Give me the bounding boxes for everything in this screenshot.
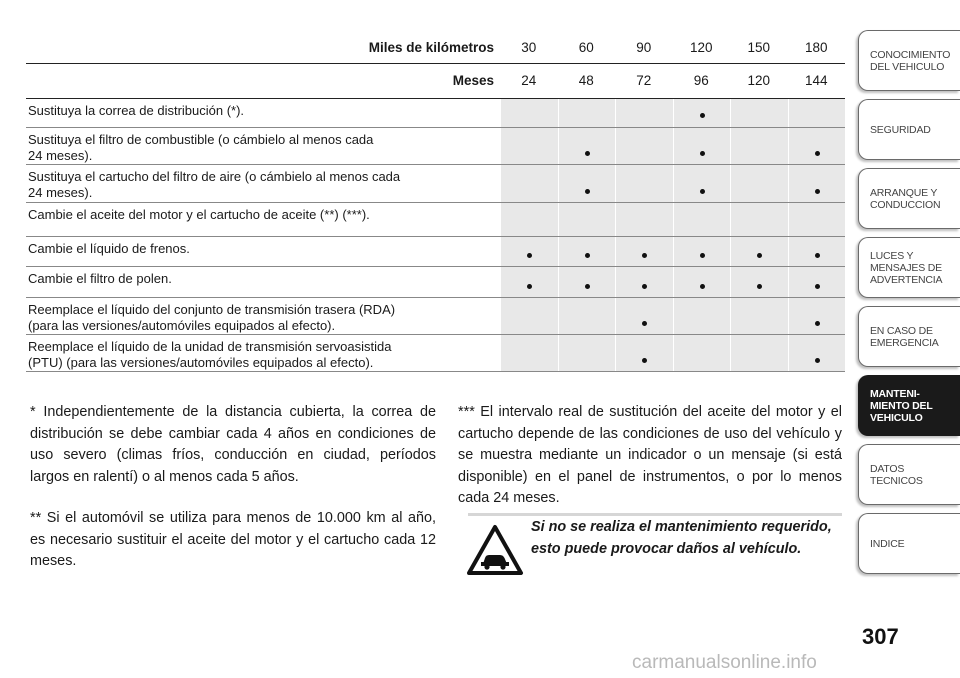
- table-row: [26, 335, 845, 372]
- chapter-tab[interactable]: [856, 168, 960, 229]
- table-row: [26, 237, 845, 267]
- interval-cell: [558, 128, 616, 164]
- chapter-tab-label: SEGURIDAD: [870, 123, 931, 136]
- months-header-cell: 24: [521, 73, 537, 88]
- km-header-cell: 120: [689, 40, 713, 55]
- chapter-tab-label: INDICE: [870, 537, 905, 550]
- row-description: Cambie el filtro de polen.: [28, 271, 172, 286]
- interval-cell: [558, 298, 616, 334]
- row-interval-cells: [500, 335, 845, 371]
- interval-cell: [500, 237, 558, 266]
- interval-cell: [500, 335, 558, 371]
- interval-cell: [615, 203, 673, 236]
- interval-mark-dot: [815, 189, 820, 194]
- interval-mark-dot: [585, 189, 590, 194]
- interval-mark-dot: [815, 358, 820, 363]
- months-header-cell: 144: [804, 73, 828, 88]
- interval-cell: [615, 298, 673, 334]
- chapter-tab[interactable]: [856, 237, 960, 298]
- row-description: Sustituya el cartucho del filtro de aire (o cámbielo al menos cada 24 meses).: [28, 169, 401, 200]
- interval-mark-dot: [642, 284, 647, 289]
- row-description: Cambie el aceite del motor y el cartucho de aceite (**) (***).: [28, 207, 370, 222]
- interval-cell: [730, 267, 788, 297]
- interval-cell: [730, 298, 788, 334]
- months-header-cell: 96: [693, 73, 709, 88]
- interval-cell: [615, 237, 673, 266]
- interval-cell: [673, 128, 731, 164]
- chapter-tab-label: LUCES Y MENSAJES DE ADVERTENCIA: [870, 249, 943, 286]
- km-header-cell: 150: [747, 40, 771, 55]
- row-interval-cells: [500, 267, 845, 297]
- chapter-tab[interactable]: [856, 99, 960, 160]
- interval-cell: [730, 128, 788, 164]
- interval-cell: [673, 203, 731, 236]
- row-interval-cells: [500, 298, 845, 334]
- row-interval-cells: [500, 237, 845, 266]
- interval-mark-dot: [700, 253, 705, 258]
- interval-cell: [500, 267, 558, 297]
- interval-cell: [730, 165, 788, 202]
- interval-cell: [788, 165, 846, 202]
- chapter-tab-label: ARRANQUE Y CONDUCCION: [870, 186, 941, 211]
- interval-mark-dot: [585, 284, 590, 289]
- chapter-tab[interactable]: [856, 306, 960, 367]
- chapter-tab-label: DATOS TECNICOS: [870, 462, 923, 487]
- interval-cell: [500, 203, 558, 236]
- interval-cell: [788, 298, 846, 334]
- interval-mark-dot: [815, 151, 820, 156]
- interval-cell: [500, 298, 558, 334]
- interval-cell: [730, 99, 788, 127]
- interval-mark-dot: [700, 284, 705, 289]
- interval-cell: [500, 128, 558, 164]
- km-header-cell: 30: [521, 40, 537, 55]
- interval-mark-dot: [527, 253, 532, 258]
- table-row: [26, 99, 845, 128]
- interval-cell: [558, 203, 616, 236]
- interval-mark-dot: [700, 189, 705, 194]
- interval-mark-dot: [700, 113, 705, 118]
- interval-cell: [673, 267, 731, 297]
- interval-cell: [615, 99, 673, 127]
- interval-cell: [673, 165, 731, 202]
- interval-cell: [673, 99, 731, 127]
- row-description: Sustituya la correa de distribución (*).: [28, 103, 245, 118]
- interval-cell: [615, 128, 673, 164]
- interval-cell: [558, 335, 616, 371]
- interval-mark-dot: [815, 284, 820, 289]
- interval-cell: [615, 165, 673, 202]
- km-header-cell: 90: [636, 40, 652, 55]
- footnote-oil-yearly: ** Si el automóvil se utiliza para menos de 10.000 km al año, es necesario sustituir el aceite del motor y el cartucho cada 12 meses.: [30, 510, 436, 569]
- chapter-tab-label: CONOCIMIENTO DEL VEHICULO: [870, 48, 951, 73]
- watermark: carmanualsonline.info: [632, 652, 817, 673]
- warning-box: [458, 513, 842, 581]
- interval-cell: [500, 165, 558, 202]
- interval-mark-dot: [757, 284, 762, 289]
- chapter-tab[interactable]: [856, 375, 960, 436]
- row-description: Reemplace el líquido de la unidad de transmisión servoasistida (PTU) (para las versiones/automóviles equipados al efecto).: [28, 339, 392, 370]
- interval-cell: [730, 203, 788, 236]
- maintenance-table: [26, 32, 845, 372]
- interval-cell: [673, 298, 731, 334]
- interval-cell: [615, 267, 673, 297]
- interval-mark-dot: [815, 321, 820, 326]
- chapter-tabs: [856, 30, 960, 582]
- table-row: [26, 203, 845, 237]
- chapter-tab[interactable]: [856, 444, 960, 505]
- interval-mark-dot: [700, 151, 705, 156]
- interval-cell: [673, 237, 731, 266]
- km-header-row: [26, 32, 845, 64]
- warning-car-icon: [466, 524, 524, 581]
- table-body: [26, 99, 845, 372]
- interval-cell: [558, 165, 616, 202]
- row-interval-cells: [500, 203, 845, 236]
- interval-cell: [500, 99, 558, 127]
- footnote-oil-interval: *** El intervalo real de sustitución del aceite del motor y el cartucho depende de las condiciones de uso del vehículo y se muestra mediante un indicador o un mensaje (si está disponible) en el panel de instrumentos, o por lo menos cada 24 meses.: [458, 404, 842, 506]
- interval-mark-dot: [815, 253, 820, 258]
- interval-mark-dot: [642, 358, 647, 363]
- months-header-cell: 48: [578, 73, 594, 88]
- interval-cell: [730, 335, 788, 371]
- warning-text: Si no se realiza el mantenimiento requerido, esto puede provocar daños al vehículo.: [531, 519, 832, 557]
- interval-mark-dot: [642, 253, 647, 258]
- interval-mark-dot: [527, 284, 532, 289]
- interval-cell: [788, 203, 846, 236]
- interval-mark-dot: [585, 253, 590, 258]
- interval-cell: [673, 335, 731, 371]
- interval-cell: [788, 99, 846, 127]
- interval-cell: [558, 237, 616, 266]
- interval-cell: [558, 99, 616, 127]
- chapter-tab-label: EN CASO DE EMERGENCIA: [870, 324, 939, 349]
- interval-cell: [615, 335, 673, 371]
- interval-cell: [788, 267, 846, 297]
- interval-cell: [788, 128, 846, 164]
- footnote-timing-belt: * Independientemente de la distancia cubierta, la correa de distribución se debe cambiar cada 4 años en condiciones de uso severo (climas fríos, conducción en ciudad, períodos largos en ralentí) o al menos cada 5 años.: [30, 404, 436, 485]
- page-number: 307: [862, 624, 899, 649]
- months-header-cell: 120: [747, 73, 771, 88]
- months-header-cell: 72: [636, 73, 652, 88]
- months-header-row: [26, 64, 845, 99]
- interval-mark-dot: [642, 321, 647, 326]
- row-description: Reemplace el líquido del conjunto de transmisión trasera (RDA) (para las versiones/automóviles equipados al efecto).: [28, 302, 396, 333]
- interval-cell: [788, 335, 846, 371]
- row-interval-cells: [500, 99, 845, 127]
- row-interval-cells: [500, 128, 845, 164]
- row-description: Cambie el líquido de frenos.: [28, 241, 190, 256]
- interval-cell: [558, 267, 616, 297]
- chapter-tab-label: MANTENI- MIENTO DEL VEHICULO: [870, 387, 933, 424]
- months-header-label: Meses: [452, 73, 494, 88]
- km-header-cell: 180: [804, 40, 828, 55]
- table-row: [26, 267, 845, 298]
- warning-divider: [468, 513, 842, 516]
- interval-mark-dot: [757, 253, 762, 258]
- chapter-tab[interactable]: [856, 513, 960, 574]
- chapter-tab[interactable]: [856, 30, 960, 91]
- table-row: [26, 298, 845, 335]
- row-description: Sustituya el filtro de combustible (o cámbielo al menos cada 24 meses).: [28, 132, 374, 163]
- interval-cell: [730, 237, 788, 266]
- table-row: [26, 128, 845, 165]
- table-row: [26, 165, 845, 203]
- km-header-cell: 60: [578, 40, 594, 55]
- interval-cell: [788, 237, 846, 266]
- row-interval-cells: [500, 165, 845, 202]
- interval-mark-dot: [585, 151, 590, 156]
- km-header-label: Miles de kilómetros: [368, 40, 494, 55]
